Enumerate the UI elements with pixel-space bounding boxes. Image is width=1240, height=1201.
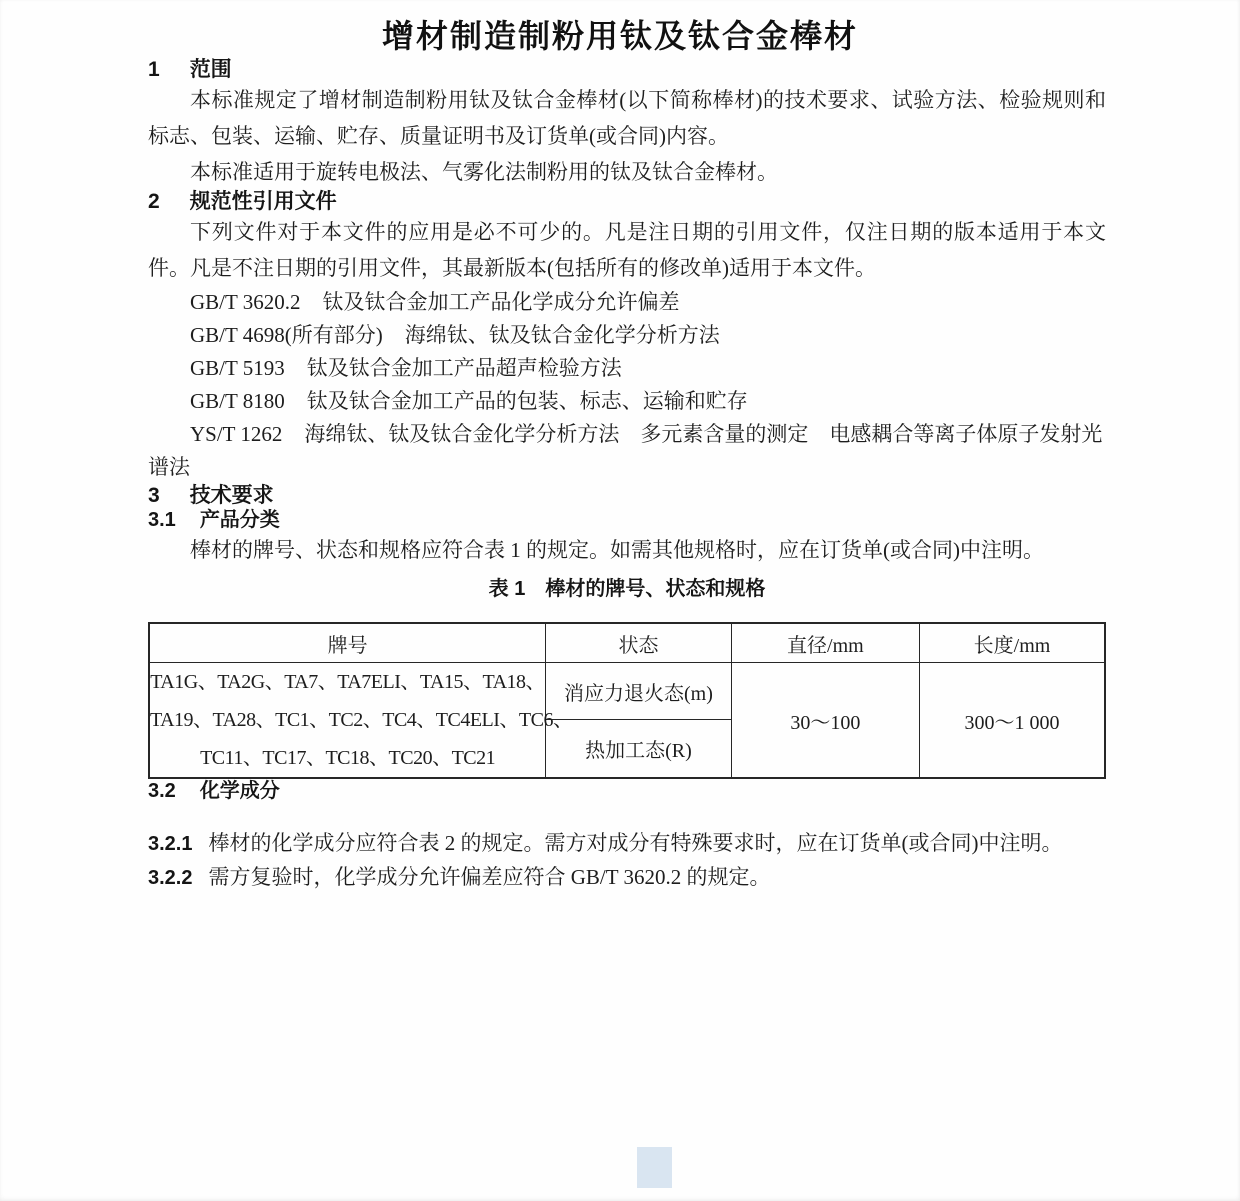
reference-code: GB/T 3620.2 — [190, 290, 301, 314]
references-list — [148, 286, 1106, 484]
reference-code: GB/T 5193 — [190, 356, 285, 380]
section-3-1-number: 3.1 — [148, 509, 176, 531]
clause-3-2-1-number: 3.2.1 — [148, 833, 193, 855]
clause-3-2-2-number: 3.2.2 — [148, 867, 193, 889]
table-1-grades-cell — [149, 663, 573, 779]
scan-highlight-watermark — [637, 1147, 672, 1188]
document-body — [148, 58, 1106, 895]
reference-code: GB/T 4698(所有部分) — [190, 323, 383, 347]
reference-item — [148, 286, 1106, 319]
reference-title: 钛及钛合金加工产品化学成分允许偏差 — [322, 290, 680, 314]
grade-line-2: TA19、TA28、TC1、TC2、TC4、TC4ELI、TC6、 — [150, 709, 573, 731]
reference-code: GB/T 8180 — [190, 389, 285, 413]
reference-title: 海绵钛、钛及钛合金化学分析方法 — [404, 323, 720, 347]
clause-3-2-2 — [148, 861, 1106, 895]
document-title: 增材制造制粉用钛及钛合金棒材 — [381, 18, 858, 54]
table-1-header-length: 长度/mm — [920, 623, 1105, 663]
reference-title: 钛及钛合金加工产品的包装、标志、运输和贮存 — [306, 389, 748, 413]
classification-paragraph: 棒材的牌号、状态和规格应符合表 1 的规定。如需其他规格时，应在订货单(或合同)中注明。 — [190, 538, 1044, 562]
section-2-heading — [148, 190, 1106, 214]
table-1-length-value: 300～1 000 — [920, 663, 1105, 779]
section-2-number: 2 — [148, 190, 160, 213]
scope-paragraph-2: 本标准适用于旋转电极法、气雾化法制粉用的钛及钛合金棒材。 — [190, 160, 778, 184]
table-1-state-annealed: 消应力退火态(m) — [546, 663, 731, 720]
grade-line-3: TC11、TC17、TC18、TC20、TC21 — [200, 747, 496, 769]
table-1-caption: 表 1 棒材的牌号、状态和规格 — [488, 578, 766, 600]
clause-3-2-1 — [148, 827, 1106, 861]
clause-3-2-2-text: 需方复验时，化学成分允许偏差应符合 GB/T 3620.2 的规定。 — [208, 865, 771, 889]
section-1-number: 1 — [148, 58, 160, 81]
reference-code: YS/T 1262 — [190, 422, 283, 446]
section-3-heading — [148, 484, 1106, 508]
clause-3-2-1-text: 棒材的化学成分应符合表 2 的规定。需方对成分有特殊要求时，应在订货单(或合同)中注明。 — [208, 831, 1063, 855]
table-1-diameter-value: 30～100 — [731, 663, 919, 779]
reference-item — [148, 385, 1106, 418]
scope-paragraph-1: 本标准规定了增材制造制粉用钛及钛合金棒材(以下简称棒材)的技术要求、试验方法、检验规则和标志、包装、运输、贮存、质量证明书及订货单(或合同)内容。 — [148, 88, 1106, 148]
table-1-header-row — [149, 623, 1105, 663]
section-3-1-heading — [148, 508, 1106, 532]
section-3-2-number: 3.2 — [148, 780, 176, 802]
section-3-number: 3 — [148, 484, 160, 507]
reference-item — [148, 418, 1106, 484]
table-1-header-diameter: 直径/mm — [731, 623, 919, 663]
reference-title: 海绵钛、钛及钛合金化学分析方法 多元素含量的测定 电感耦合等离子体原子发射光谱法 — [148, 422, 1103, 479]
table-1-state-hotworked: 热加工态(R) — [546, 720, 731, 778]
table-row — [149, 663, 1105, 720]
section-3-2-title: 化学成分 — [199, 780, 280, 802]
table-1 — [148, 622, 1106, 779]
section-1-heading — [148, 58, 1106, 82]
reference-item — [148, 352, 1106, 385]
table-1-header-grade: 牌号 — [149, 623, 546, 663]
section-1-title: 范围 — [189, 58, 232, 81]
reference-title: 钛及钛合金加工产品超声检验方法 — [306, 356, 622, 380]
reference-item — [148, 319, 1106, 352]
section-3-title: 技术要求 — [189, 484, 274, 507]
section-3-1-title: 产品分类 — [199, 509, 280, 531]
references-intro: 下列文件对于本文件的应用是必不可少的。凡是注日期的引用文件，仅注日期的版本适用于本文件。凡是不注日期的引用文件，其最新版本(包括所有的修改单)适用于本文件。 — [148, 220, 1106, 280]
section-3-2-heading — [148, 779, 1106, 803]
grade-line-1: TA1G、TA2G、TA7、TA7ELI、TA15、TA18、 — [150, 671, 546, 693]
section-2-title: 规范性引用文件 — [189, 190, 337, 213]
table-1-header-state: 状态 — [546, 623, 731, 663]
